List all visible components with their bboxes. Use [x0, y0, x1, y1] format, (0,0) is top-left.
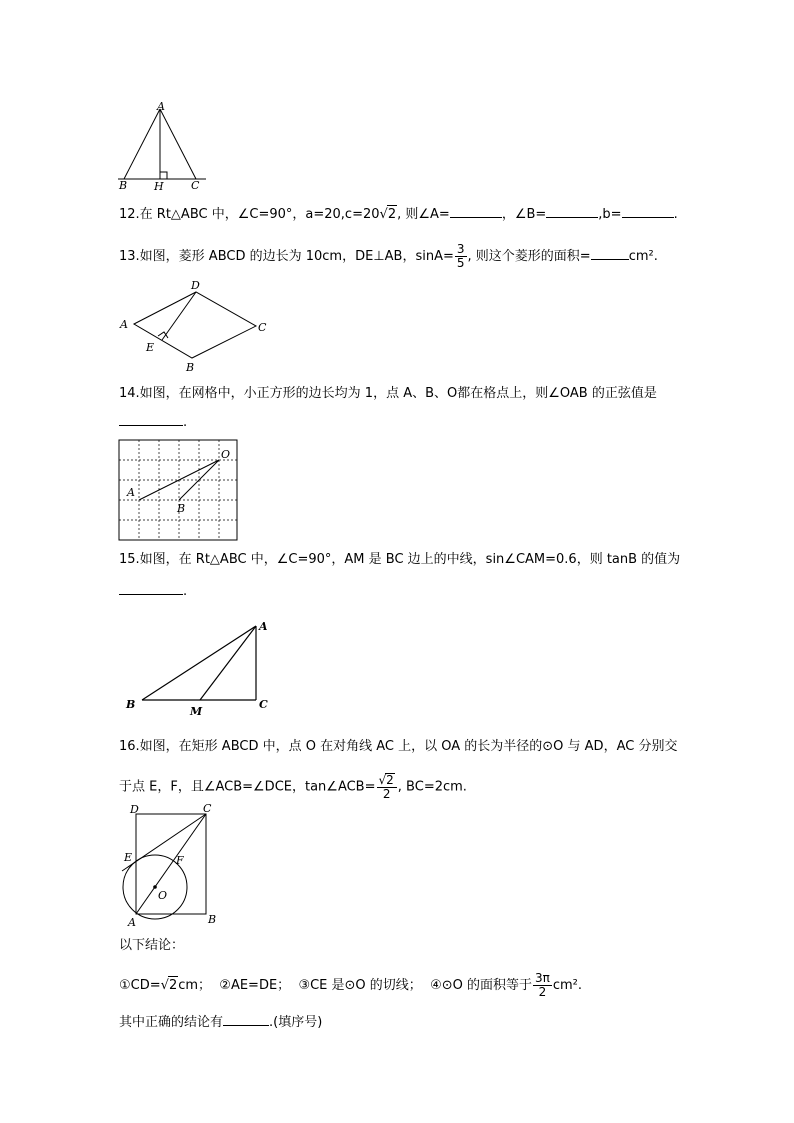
question-14-line2: . — [119, 413, 187, 432]
question-15: 15.如图，在 Rt△ABC 中，∠C=90°，AM 是 BC 边上的中线，sin∠CAM=0.6，则 tanB 的值为 — [119, 552, 681, 567]
label-O: O — [158, 889, 168, 902]
fraction-3pi-2: $\frac{3\pi}{2}$ — [534, 971, 550, 999]
figure-isosceles-triangle — [118, 100, 208, 193]
label-A: A — [128, 916, 136, 929]
label-A: A — [259, 620, 268, 633]
label-D: D — [191, 279, 200, 292]
label-C: C — [258, 321, 267, 334]
label-E: E — [124, 851, 133, 864]
label-D: D — [130, 803, 139, 816]
label-H: H — [154, 180, 164, 193]
answer-blank-angle-b[interactable] — [546, 205, 598, 218]
label-C: C — [203, 802, 212, 815]
sqrt-symbol: √ — [379, 207, 388, 222]
label-M: M — [190, 705, 203, 718]
answer-line: 其中正确的结论有 .(填序号) — [119, 1015, 323, 1030]
fraction-3-5: $\frac{3}{5}$ — [456, 242, 465, 270]
figure-grid — [119, 440, 239, 542]
answer-blank-tanb[interactable] — [119, 582, 183, 595]
label-B: B — [126, 698, 136, 711]
figure-right-triangle — [120, 618, 280, 718]
question-14: 14.如图，在网格中，小正方形的边长均为 1，点 A、B、O都在格点上，则∠OAB 的正弦值是 — [119, 386, 657, 401]
question-12: 12.在 Rt△ABC 中，∠C=90°，a=20,c=20√2, 则∠A= ，∠B= ,b= . — [119, 207, 678, 222]
label-C: C — [191, 179, 200, 192]
answer-blank-angle-a[interactable] — [450, 205, 502, 218]
label-B: B — [119, 179, 128, 192]
answer-blank-sine[interactable] — [119, 413, 183, 426]
label-F: F — [176, 854, 184, 867]
label-C: C — [259, 698, 268, 711]
question-16: 16.如图，在矩形 ABCD 中，点 O 在对角线 AC 上，以 OA 的长为半径的⊙O 与 AD，AC 分别交 — [119, 739, 678, 754]
answer-blank-conclusions[interactable] — [223, 1013, 269, 1026]
label-O: O — [221, 448, 231, 461]
label-A: A — [127, 486, 135, 499]
label-B: B — [177, 502, 186, 515]
label-B: B — [208, 913, 217, 926]
label-A: A — [157, 100, 165, 113]
question-15-line2: . — [119, 582, 187, 601]
label-A: A — [120, 318, 128, 331]
label-B: B — [186, 361, 195, 374]
question-13: 13.如图，菱形 ABCD 的边长为 10cm，DE⊥AB，sinA= $\frac{3}{5}$ , 则这个菱形的面积= cm². — [119, 242, 658, 270]
fraction-sqrt2-2: $\frac{√2}{2}$ — [377, 773, 397, 801]
conclusions-list: ①CD=√2cm； ②AE=DE； ③CE 是⊙O 的切线； ④⊙O 的面积等于 $\frac{3\pi}{2}$ cm². — [119, 971, 582, 999]
figure-rectangle-circle — [118, 802, 228, 928]
answer-blank-area[interactable] — [591, 247, 629, 260]
conclusions-title: 以下结论： — [119, 938, 185, 953]
question-16-line2: 于点 E，F，且∠ACB=∠DCE，tan∠ACB= $\frac{√2}{2}$ , BC=2cm. — [119, 773, 467, 801]
figure-rhombus — [118, 278, 268, 373]
label-E: E — [146, 341, 155, 354]
answer-blank-b[interactable] — [622, 205, 674, 218]
